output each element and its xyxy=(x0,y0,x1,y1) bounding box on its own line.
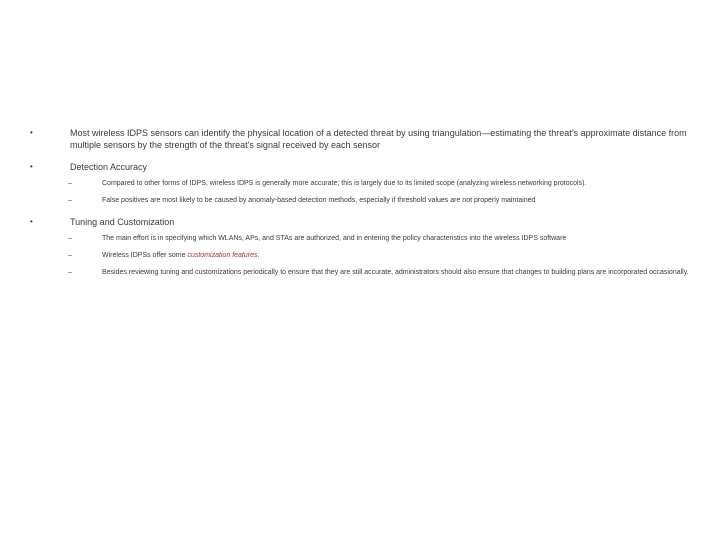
sub-bullet-text: Compared to other forms of IDPS, wireless IDPS is generally more accurate; this is largely due to its limited scope (analyzing wireless networking protocols). xyxy=(102,180,587,187)
sub-bullet-marker: – xyxy=(68,252,72,259)
slide-content xyxy=(30,127,690,288)
sub-bullet-text: The main effort is in specifying which WLANs, APs, and STAs are authorized, and in entering the policy characteristics into the wireless IDPS software xyxy=(102,235,567,242)
sub-bullet-marker: – xyxy=(68,235,72,242)
sub-bullet-text: Besides reviewing tuning and customizations periodically to ensure that they are still accurate, administrators should also ensure that changes to building plans are incorporated occasionally. xyxy=(102,269,689,276)
bullet-heading: Tuning and Customization xyxy=(70,217,175,227)
customization-features-link[interactable]: customization features xyxy=(187,252,258,259)
sub-bullet-marker: – xyxy=(68,197,72,204)
sub-bullet-main-effort xyxy=(68,234,690,244)
bullet-marker: • xyxy=(30,217,33,226)
sub-bullet-text-after: . xyxy=(257,252,260,259)
sub-list xyxy=(70,179,690,206)
sub-list xyxy=(70,234,690,278)
sub-bullet-marker: – xyxy=(68,269,72,276)
bullet-heading: Detection Accuracy xyxy=(70,162,148,172)
sub-bullet-marker: – xyxy=(68,180,72,187)
bullet-detection-accuracy xyxy=(30,161,690,206)
sub-bullet-text: False positives are most likely to be caused by anomaly-based detection methods, especially if threshold values are not properly maintained xyxy=(102,197,536,204)
bullet-marker: • xyxy=(30,162,33,171)
bullet-triangulation xyxy=(30,127,690,151)
sub-bullet-text-before: Wireless IDPSs offer some xyxy=(102,252,188,259)
bullet-tuning-customization xyxy=(30,216,690,278)
sub-bullet-reviewing xyxy=(68,268,690,278)
sub-bullet-accuracy xyxy=(68,179,690,189)
bullet-text: Most wireless IDPS sensors can identify the physical location of a detected threat by using triangulation—estimating the threat’s approximate distance from multiple sensors by the strength of the threat’s signal received by each sensor xyxy=(70,128,687,150)
sub-bullet-customization-features xyxy=(68,251,690,261)
sub-bullet-false-positives xyxy=(68,196,690,206)
bullet-marker: • xyxy=(30,128,33,137)
